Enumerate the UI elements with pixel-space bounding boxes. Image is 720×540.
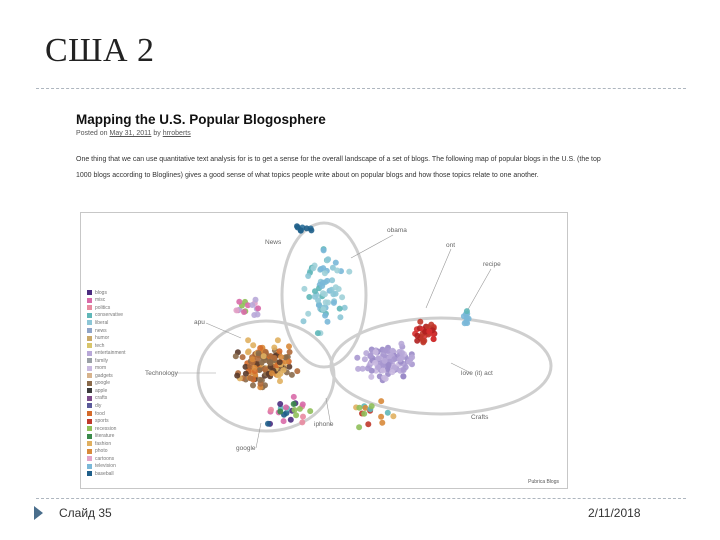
blog-point-mom (368, 353, 374, 359)
legend-swatch (87, 411, 92, 416)
label-apu: apu (194, 319, 205, 326)
blog-point-mom (360, 366, 366, 372)
legend-label: misc (95, 297, 106, 304)
blog-point-mom (398, 341, 404, 347)
embedded-article-screenshot (76, 108, 626, 498)
legend-swatch (87, 464, 92, 469)
legend-item (87, 342, 126, 350)
blog-point-mixed (292, 407, 298, 413)
label-iphone: iphone (314, 421, 334, 428)
blog-point-misc (241, 309, 247, 315)
legend-item (87, 447, 126, 455)
legend-item (87, 440, 126, 448)
blog-point-mixed (281, 418, 287, 424)
blog-point-news (323, 299, 329, 305)
blog-point-misc (253, 297, 259, 303)
blog-point-news (342, 305, 348, 311)
legend-swatch (87, 403, 92, 408)
slide-title: США 2 (45, 32, 155, 69)
blog-point-technology (289, 372, 295, 378)
blog-point-mixed (288, 417, 294, 423)
legend-item (87, 372, 126, 380)
legend-item (87, 470, 126, 478)
blog-point-news (322, 313, 328, 319)
legend-label: family (95, 357, 109, 364)
blog-point-mixed (307, 408, 313, 414)
label-obama: obama (387, 227, 407, 234)
blog-point-mixed (356, 424, 362, 430)
blog-point-mom (354, 355, 360, 361)
slide-footer (34, 506, 112, 520)
legend-item (87, 417, 126, 425)
blog-point-news (322, 270, 328, 276)
blog-point-mixed (369, 403, 375, 409)
blog-point-news (320, 265, 326, 271)
label-news: News (265, 239, 282, 246)
legend-swatch (87, 426, 92, 431)
legend-swatch (87, 366, 92, 371)
blog-point-technology (277, 359, 283, 365)
legend-item (87, 319, 126, 327)
blog-point-sports (417, 319, 423, 325)
blog-point-mixed (365, 421, 371, 427)
legend-swatch (87, 328, 92, 333)
blog-point-news (320, 290, 326, 296)
map-credit: Pubrica Blogs (528, 479, 559, 485)
legend-item (87, 455, 126, 463)
triangle-bullet-icon (34, 506, 43, 520)
legend-label: conservative (95, 312, 124, 319)
legend-label: crafts (95, 395, 108, 402)
blog-point-recipe (462, 320, 468, 326)
legend-label: blogs (95, 289, 107, 296)
blog-point-news (339, 294, 345, 300)
blog-point-news (346, 269, 352, 275)
blog-point-technology (243, 371, 249, 377)
blog-point-mom (390, 348, 396, 354)
legend-swatch (87, 343, 92, 348)
blog-point-mixed (378, 414, 384, 420)
legend-item (87, 312, 126, 320)
blog-point-recipe (464, 308, 470, 314)
blog-point-mixed (361, 411, 367, 417)
legend-swatch (87, 396, 92, 401)
pointer-line (426, 249, 451, 308)
blog-point-mixed (379, 420, 385, 426)
blog-point-news (325, 256, 331, 262)
top-divider (36, 88, 686, 89)
blog-point-technology (257, 377, 263, 383)
legend-swatch (87, 441, 92, 446)
blog-point-news (337, 306, 343, 312)
article-meta (76, 130, 191, 137)
legend-item (87, 395, 126, 403)
legend-label: television (95, 463, 116, 470)
blog-point-mom (397, 357, 403, 363)
blog-point-mixed (378, 398, 384, 404)
blog-point-misc (233, 307, 239, 313)
meta-prefix: Posted on (76, 130, 108, 137)
blog-point-mom (389, 369, 395, 375)
legend-label: liberal (95, 319, 109, 326)
blog-point-news (310, 265, 316, 271)
legend-swatch (87, 373, 92, 378)
slide-date: 2/11/2018 (588, 506, 641, 520)
legend-item (87, 349, 126, 357)
blog-point-technology (256, 350, 262, 356)
legend-label: apple (95, 387, 108, 394)
map-legend (87, 289, 126, 478)
legend-item (87, 357, 126, 365)
label-technology: Technology (145, 370, 178, 377)
legend-label: entertainment (95, 350, 126, 357)
legend-item (87, 289, 126, 297)
legend-item (87, 334, 126, 342)
legend-label: news (95, 327, 107, 334)
blog-point-mixed (277, 409, 283, 415)
blog-point-news (305, 311, 311, 317)
blog-point-mixed (291, 394, 297, 400)
legend-label: baseball (95, 470, 114, 477)
blog-point-technology (250, 342, 256, 348)
blog-point-mom (362, 356, 368, 362)
blog-point-mom (382, 358, 388, 364)
pointer-line (466, 269, 491, 313)
blog-point-mom (381, 375, 387, 381)
pointer-line (256, 423, 261, 448)
blog-point-technology (246, 348, 252, 354)
blog-map-canvas (81, 213, 567, 488)
blog-point-mixed (265, 421, 271, 427)
blog-point-technology (275, 337, 281, 343)
legend-swatch (87, 434, 92, 439)
legend-swatch (87, 290, 92, 295)
blog-point-technology (271, 345, 277, 351)
blog-point-mom (391, 356, 397, 362)
blog-point-news (324, 278, 330, 284)
legend-label: fashion (95, 440, 112, 447)
blog-point-recipe (466, 316, 472, 322)
blog-point-mom (409, 354, 415, 360)
meta-date-link[interactable]: May 31, 2011 (109, 130, 152, 137)
pointer-line (351, 235, 393, 258)
legend-label: tech (95, 342, 105, 349)
slide-number: Слайд 35 (59, 506, 112, 520)
blog-point-news (315, 330, 321, 336)
legend-item (87, 327, 126, 335)
blog-point-mom (400, 373, 406, 379)
cluster-ellipse-crafts (331, 318, 551, 414)
blog-point-mixed (390, 413, 396, 419)
legend-item (87, 297, 126, 305)
blog-point-news (337, 314, 343, 320)
blog-point-misc (236, 299, 242, 305)
legend-swatch (87, 419, 92, 424)
blog-point-news (320, 306, 326, 312)
blog-point-misc (249, 302, 255, 308)
legend-label: mom (95, 365, 107, 372)
blog-point-technology (233, 353, 239, 359)
legend-swatch (87, 336, 92, 341)
blog-point-mom (373, 349, 379, 355)
blog-point-mixed (268, 407, 274, 413)
blog-point-mixed (283, 404, 289, 410)
label-crafts: Crafts (471, 414, 489, 421)
legend-item (87, 410, 126, 418)
blog-point-news (321, 247, 327, 253)
blog-point-mixed (277, 401, 283, 407)
legend-swatch (87, 388, 92, 393)
label-love: love (it) act (461, 370, 493, 377)
blog-point-baseball (304, 225, 310, 231)
blog-point-news (301, 286, 307, 292)
article-body: One thing that we can use quantitative text analysis for is to get a sense for the overall landscape of a set of blogs. The following map of popular blogs in the U.S. (the top 1000 blogs according to Bloglines) gives a good sense of what topics people write about on popular blogs and how those topics relate to one another. (76, 156, 601, 179)
label-ont: ont (446, 242, 456, 249)
blog-point-mixed (291, 401, 297, 407)
legend-label: food (95, 410, 105, 417)
legend-swatch (87, 456, 92, 461)
blog-point-mom (401, 367, 407, 373)
blog-point-technology (286, 364, 292, 370)
blog-point-mixed (299, 419, 305, 425)
blog-point-mixed (356, 405, 362, 411)
legend-label: google (95, 380, 111, 387)
legend-swatch (87, 298, 92, 303)
blog-point-technology (280, 367, 286, 373)
blog-point-technology (272, 355, 278, 361)
blog-point-sports (421, 338, 427, 344)
legend-item (87, 304, 126, 312)
blog-point-news (333, 284, 339, 290)
blog-point-mom (368, 374, 374, 380)
blog-point-technology (269, 370, 275, 376)
blog-point-technology (294, 368, 300, 374)
blog-map (80, 212, 568, 489)
legend-label: humor (95, 335, 110, 342)
legend-swatch (87, 351, 92, 356)
legend-item (87, 387, 126, 395)
legend-label: politics (95, 304, 111, 311)
blog-point-technology (252, 365, 258, 371)
blog-point-mom (365, 365, 371, 371)
blog-point-mixed (300, 414, 306, 420)
legend-label: recession (95, 425, 117, 432)
blog-point-technology (277, 348, 283, 354)
legend-item (87, 402, 126, 410)
blog-point-news (325, 319, 331, 325)
blog-point-technology (255, 356, 261, 362)
blog-point-news (330, 291, 336, 297)
blog-point-technology (287, 349, 293, 355)
article-title: Mapping the U.S. Popular Blogosphere (76, 112, 326, 127)
blog-point-mixed (293, 412, 299, 418)
blog-point-news (301, 318, 307, 324)
label-recipe: recipe (483, 261, 501, 268)
bottom-divider (36, 498, 686, 499)
blog-point-technology (234, 373, 240, 379)
blog-point-technology (245, 337, 251, 343)
blog-point-mixed (385, 410, 391, 416)
legend-label: diy (95, 402, 102, 409)
blog-point-technology (240, 354, 246, 360)
legend-swatch (87, 320, 92, 325)
blog-point-technology (278, 354, 284, 360)
legend-swatch (87, 449, 92, 454)
legend-swatch (87, 305, 92, 310)
blog-point-mom (399, 350, 405, 356)
blog-point-news (306, 294, 312, 300)
legend-swatch (87, 358, 92, 363)
legend-swatch (87, 471, 92, 476)
blog-point-mixed (300, 401, 306, 407)
legend-item (87, 425, 126, 433)
label-google: google (236, 445, 256, 452)
blog-point-news (312, 294, 318, 300)
legend-label: photo (95, 448, 108, 455)
blog-point-news (305, 273, 311, 279)
legend-item (87, 432, 126, 440)
legend-swatch (87, 381, 92, 386)
legend-label: cartoons (95, 455, 115, 462)
blog-point-technology (250, 382, 256, 388)
blog-point-technology (248, 375, 254, 381)
legend-swatch (87, 313, 92, 318)
legend-item (87, 380, 126, 388)
meta-author-link[interactable]: hrroberts (162, 130, 191, 137)
blog-point-technology (286, 343, 292, 349)
blog-point-technology (277, 378, 283, 384)
blog-point-news (331, 300, 337, 306)
blog-point-technology (257, 345, 263, 351)
legend-item (87, 364, 126, 372)
meta-by: by (153, 130, 161, 137)
legend-item (87, 463, 126, 471)
blog-point-technology (261, 353, 267, 359)
blog-point-mom (372, 360, 378, 366)
blog-point-misc (255, 305, 261, 311)
blog-point-baseball (295, 225, 301, 231)
blog-point-misc (251, 312, 257, 318)
blog-point-news (334, 268, 340, 274)
blog-point-sports (414, 333, 420, 339)
blog-point-news (333, 260, 339, 266)
legend-label: literature (95, 433, 115, 440)
legend-label: sports (95, 418, 109, 425)
blog-point-sports (426, 328, 432, 334)
legend-label: gadgets (95, 372, 113, 379)
